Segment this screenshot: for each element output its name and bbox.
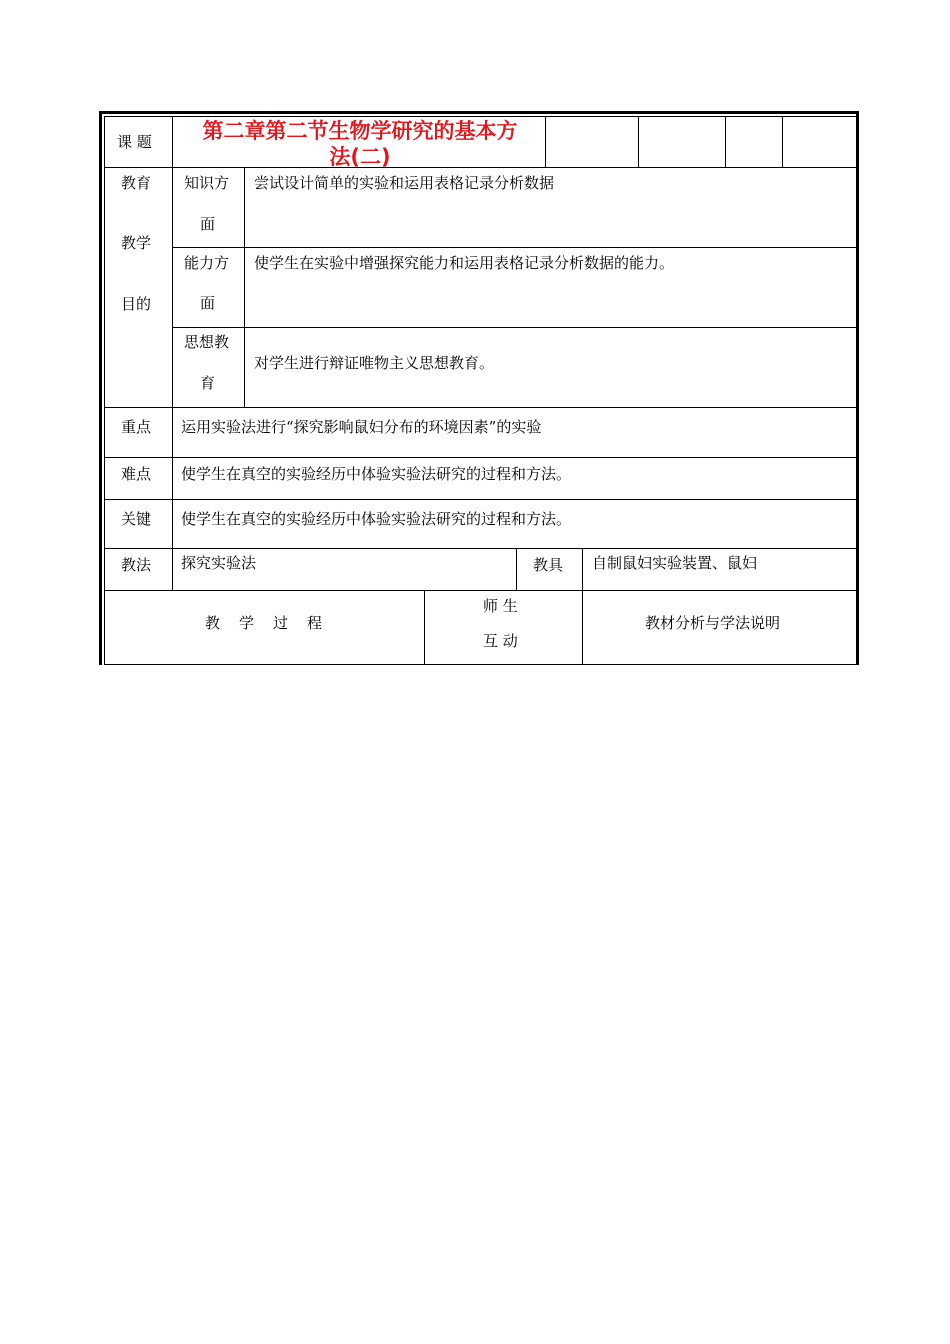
method-content: 探究实验法 xyxy=(181,554,257,572)
lesson-title xyxy=(176,118,544,170)
col-line xyxy=(638,116,639,167)
table-border-left xyxy=(99,111,102,665)
key-label: 关键 xyxy=(121,510,152,528)
col-line xyxy=(424,590,425,664)
objective-thought: 对学生进行辩证唯物主义思想教育。 xyxy=(254,354,495,372)
aspect-ability-1: 能力方 xyxy=(184,254,230,272)
row-line xyxy=(104,499,856,500)
method-label: 教法 xyxy=(121,556,152,574)
row-line xyxy=(104,590,856,591)
col-line xyxy=(725,116,726,167)
table-border-top xyxy=(99,111,859,114)
key-content: 使学生在真空的实验经历中体验实验法研究的过程和方法。 xyxy=(181,510,572,528)
table-inner-left xyxy=(104,116,105,665)
table-border-right xyxy=(856,111,859,665)
objective-ability: 使学生在实验中增强探究能力和运用表格记录分析数据的能力。 xyxy=(254,254,675,272)
interaction-col-header-2: 互 动 xyxy=(483,632,518,650)
lesson-title-line2: 法(二) xyxy=(329,145,391,169)
col-line xyxy=(545,116,546,167)
aspect-knowledge-1: 知识方 xyxy=(184,174,230,192)
aspect-knowledge-2: 面 xyxy=(200,215,216,233)
row-line xyxy=(104,548,856,549)
table-inner-top xyxy=(104,116,856,117)
aspect-thought-2: 育 xyxy=(200,374,216,392)
objective-knowledge: 尝试设计简单的实验和运用表格记录分析数据 xyxy=(254,174,555,192)
col-line xyxy=(172,116,173,590)
col-line xyxy=(516,548,517,590)
col-line xyxy=(582,548,583,664)
col-line xyxy=(782,116,783,167)
objectives-label-2: 教学 xyxy=(121,234,152,252)
row-line xyxy=(172,327,856,328)
row-line xyxy=(172,247,856,248)
objectives-label-3: 目的 xyxy=(121,295,152,313)
aspect-thought-1: 思想教 xyxy=(184,333,230,351)
focus-label: 重点 xyxy=(121,418,152,436)
table-bottom xyxy=(104,664,856,665)
focus-content: 运用实验法进行“探究影响鼠妇分布的环境因素”的实验 xyxy=(181,418,542,436)
difficulty-label: 难点 xyxy=(121,465,152,483)
lesson-title-line1: 第二章第二节生物学研究的基本方 xyxy=(202,119,518,143)
tools-label: 教具 xyxy=(533,556,564,574)
topic-label: 课 题 xyxy=(117,133,152,151)
analysis-col-header: 教材分析与学法说明 xyxy=(645,614,781,632)
row-line xyxy=(104,407,856,408)
row-line xyxy=(104,457,856,458)
process-col-header: 教 学 过 程 xyxy=(205,614,325,632)
interaction-col-header-1: 师 生 xyxy=(483,597,518,615)
tools-content: 自制鼠妇实验装置、鼠妇 xyxy=(592,554,758,572)
aspect-ability-2: 面 xyxy=(200,294,216,312)
col-line xyxy=(244,167,245,407)
difficulty-content: 使学生在真空的实验经历中体验实验法研究的过程和方法。 xyxy=(181,465,572,483)
objectives-label-1: 教育 xyxy=(121,174,152,192)
